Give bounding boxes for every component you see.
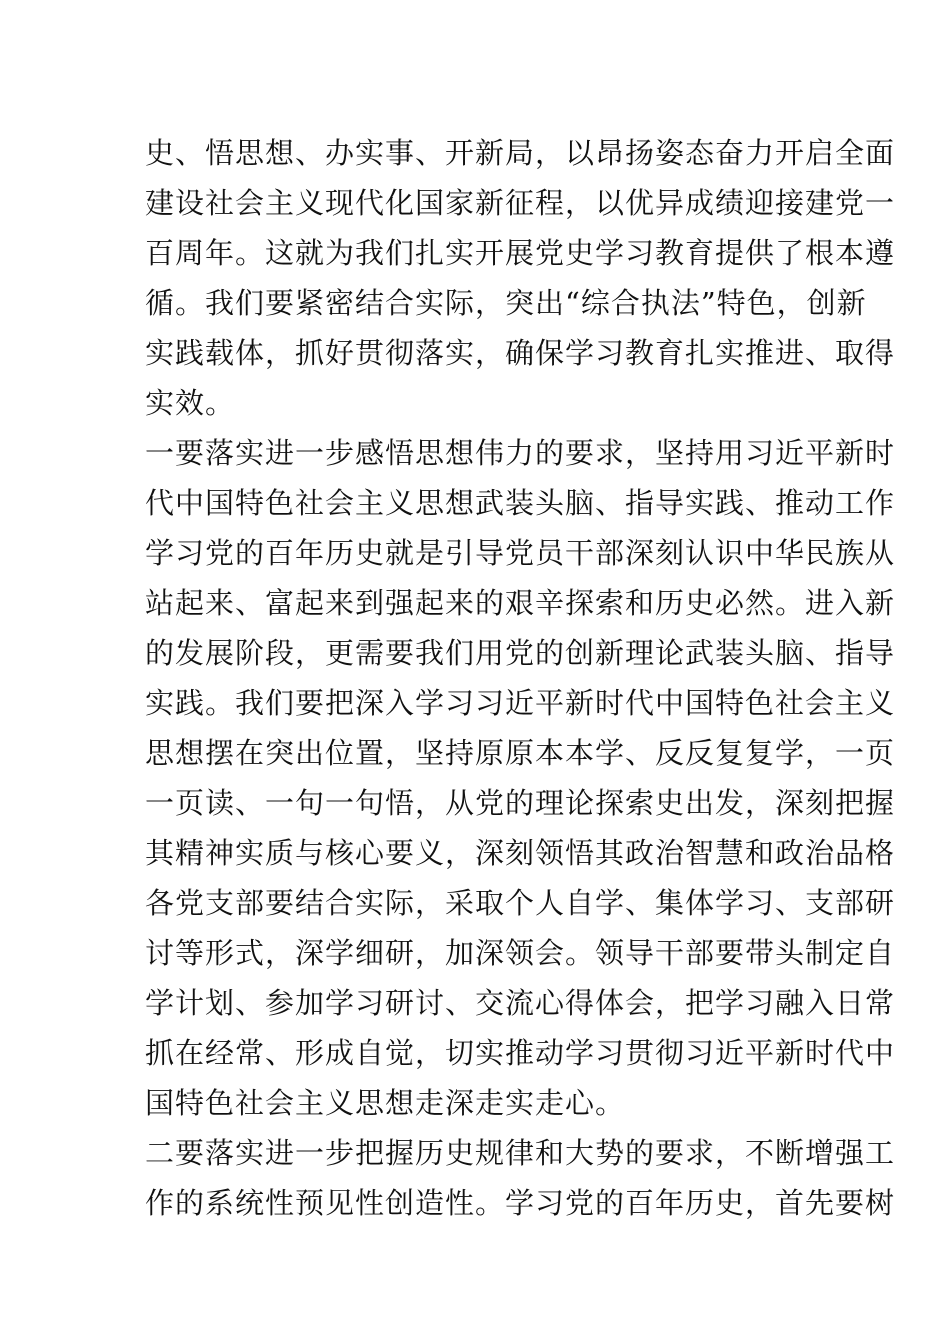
document-body [145, 128, 896, 1228]
text-line: 学计划、参加学习研讨、交流心得体会，把学习融入日常 [145, 986, 896, 1020]
text-line: 二要落实进一步把握历史规律和大势的要求，不断增强工 [145, 1136, 896, 1170]
text-line: 一要落实进一步感悟思想伟力的要求，坚持用习近平新时 [145, 436, 896, 470]
text-line: 实践。我们要把深入学习习近平新时代中国特色社会主义 [145, 686, 896, 720]
text-line: 讨等形式，深学细研，加深领会。领导干部要带头制定自 [145, 936, 896, 970]
text-line: 建设社会主义现代化国家新征程，以优异成绩迎接建党一 [145, 186, 896, 220]
text-line: 的发展阶段，更需要我们用党的创新理论武装头脑、指导 [145, 636, 896, 670]
text-line: 国特色社会主义思想走深走实走心。 [145, 1086, 626, 1120]
text-line: 抓在经常、形成自觉，切实推动学习贯彻习近平新时代中 [145, 1036, 896, 1070]
text-line: 史、悟思想、办实事、开新局，以昂扬姿态奋力开启全面 [145, 136, 896, 170]
text-line: 其精神实质与核心要义，深刻领悟其政治智慧和政治品格 [145, 836, 896, 870]
text-line: 代中国特色社会主义思想武装头脑、指导实践、推动工作 [145, 486, 896, 520]
text-line: 一页读、一句一句悟，从党的理论探索史出发，深刻把握 [145, 786, 896, 820]
text-line: 作的系统性预见性创造性。学习党的百年历史，首先要树 [145, 1186, 896, 1220]
text-line: 站起来、富起来到强起来的艰辛探索和历史必然。进入新 [145, 586, 896, 620]
text-line: 实效。 [145, 386, 236, 420]
text-line: 实践载体，抓好贯彻落实，确保学习教育扎实推进、取得 [145, 336, 896, 370]
text-line: 学习党的百年历史就是引导党员干部深刻认识中华民族从 [145, 536, 896, 570]
text-line: 各党支部要结合实际，采取个人自学、集体学习、支部研 [145, 886, 896, 920]
text-line: 百周年。这就为我们扎实开展党史学习教育提供了根本遵 [145, 236, 896, 270]
text-line: 循。我们要紧密结合实际，突出“综合执法”特色，创新 [145, 286, 867, 320]
text-line: 思想摆在突出位置，坚持原原本本学、反反复复学，一页 [145, 736, 896, 770]
